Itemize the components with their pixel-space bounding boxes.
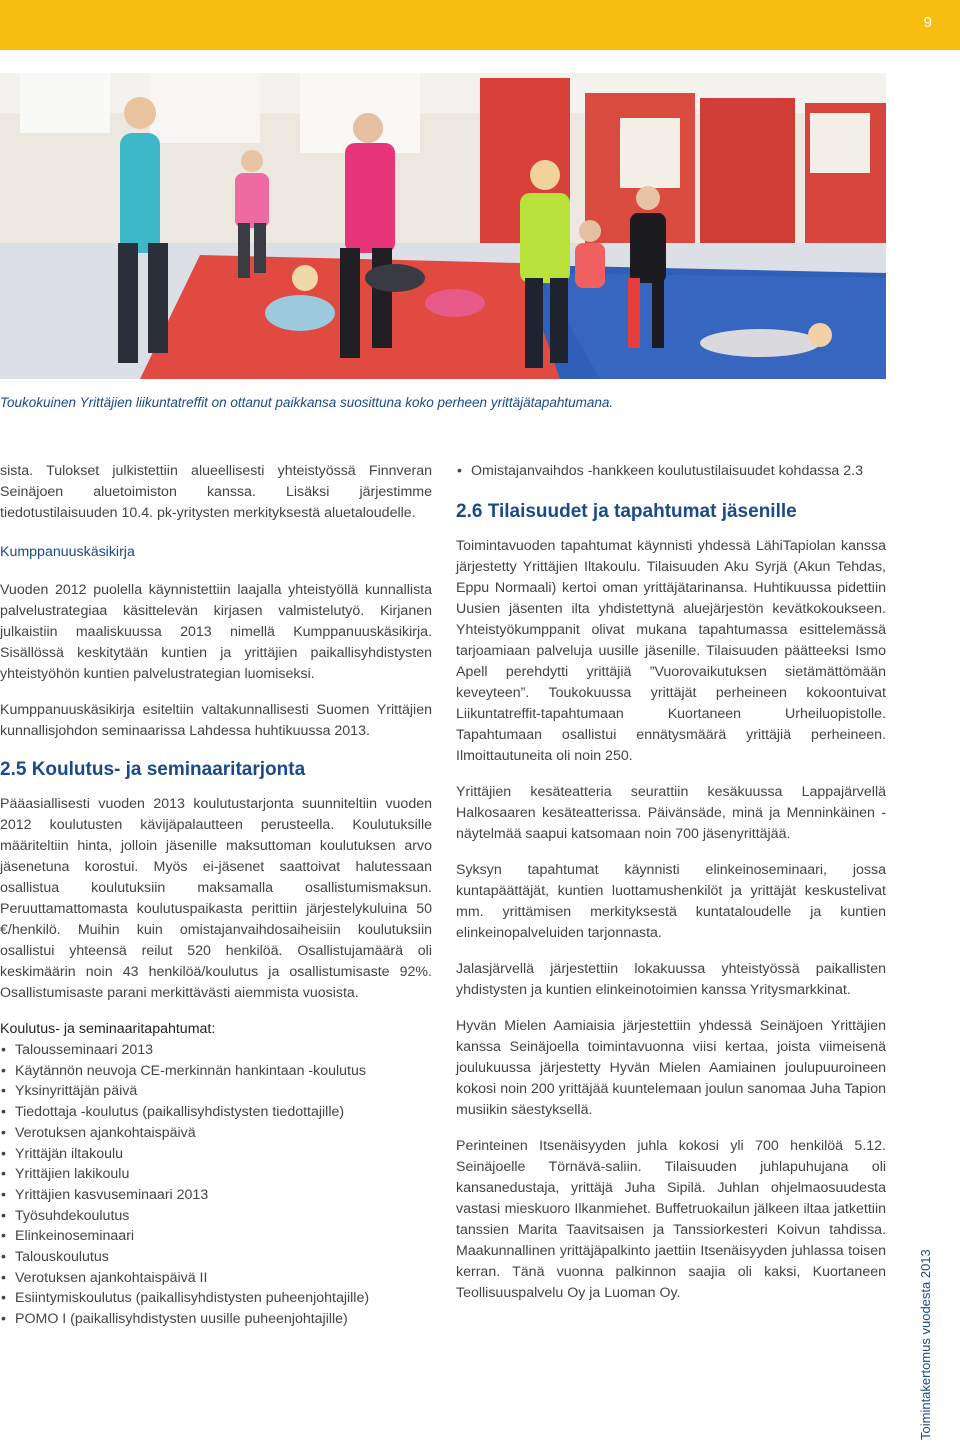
list-item: • Yrittäjien lakikoulu [0, 1164, 432, 1185]
events-paragraph-3: Syksyn tapahtumat käynnisti elinkeinoseminaari, jossa kuntapäättäjät, kuntien luottamushenkilöt ja yrittäjät keskustelivat mm. yrittämisen merkityksestä kuntataloudelle ja kuntien elinkeinopalveluiden tarjonnasta. [456, 861, 886, 941]
list-item: • Esiintymiskoulutus (paikallisyhdistysten puheenjohtajille) [0, 1288, 432, 1309]
list-item: • Elinkeinoseminaari [0, 1226, 432, 1247]
events-list [0, 1040, 432, 1330]
list-item: • Työsuhdekoulutus [0, 1206, 432, 1227]
intro-paragraph: sista. Tulokset julkistettiin alueellisesti yhteistyössä Finnveran Seinäjoen aluetoimiston kanssa. Lisäksi järjestimme tiedotustilaisuuden 10.4. pk-yritysten merkityksestä aluetaloudelle. [0, 463, 432, 521]
events-paragraph-6: Perinteinen Itsenäisyyden juhla kokosi yli 700 henkilöä 5.12. Seinäjoelle Törnävä-saliin. Tilaisuuden juhlapuhujana oli kansanedustaja, yrittäjä Juha Sipilä. Juhlan ohjelmaosuudesta vastasi mieskuoro Ilkanmiehet. Buffetruokailun jälkeen iltaa jatkettiin tanssien Marita Taavitsaisen ja Tanssiorkesteri Koivun tahdissa. Maakunnallinen yrittäjäpalkinto jaettiin Itsenäisyyden juhlassa toisen kerran. Tänä vuonna palkinnon saajia oli kaksi, Kuortaneen Teollisuuspalvelu Oy ja Luoman Oy. [456, 1137, 886, 1301]
list-item: • POMO I (paikallisyhdistysten uusille puheenjohtajille) [0, 1309, 432, 1330]
event-photo [0, 73, 886, 379]
list-item: • Verotuksen ajankohtaispäivä [0, 1123, 432, 1144]
list-item: • Tiedottaja -koulutus (paikallisyhdistysten tiedottajille) [0, 1102, 432, 1123]
list-item: • Yrittäjien kasvuseminaari 2013 [0, 1185, 432, 1206]
section-2-6-title: 2.6 Tilaisuudet ja tapahtumat jäsenille [456, 500, 797, 522]
section-2-5-title: 2.5 Koulutus- ja seminaaritarjonta [0, 759, 306, 780]
list-item: • Käytännön neuvoja CE-merkinnän hankintaan -koulutus [0, 1061, 432, 1082]
events-heading: Koulutus- ja seminaaritapahtumat: [0, 1021, 216, 1037]
events-paragraph-2: Yrittäjien kesäteatteria seurattiin kesäkuussa Lappajärvellä Halkosaaren kesäteatterissa. Päivänsäde, minä ja Menninkäinen -näytelmää saapui katsomaan noin 700 jäsenyrittäjää. [456, 783, 886, 842]
top-bullet-list [456, 461, 886, 482]
list-item: • Talouskoulutus [0, 1247, 432, 1268]
kumppanuus-paragraph-1: Vuoden 2012 puolella käynnistettiin laajalla yhteistyöllä kunnallista palvelustrategiaa käsittelevän kirjasen valmistelutyö. Kirjanen julkaistiin maaliskuussa 2013 nimellä Kumppanuuskäsikirja. Sisällössä keskitytään kuntien ja yrittäjien paikallisyhdistysten yhteistyöhön kuntien palvelustrategian luomiseksi. [0, 582, 432, 682]
list-item: • Omistajanvaihdos -hankkeen koulutustilaisuudet kohdassa 2.3 [456, 461, 886, 482]
gym-scene-illustration [0, 73, 886, 379]
list-item: • Yrittäjän iltakoulu [0, 1144, 432, 1165]
photo-caption: Toukokuinen Yrittäjien liikuntatreffit on ottanut paikkansa suosittuna koko perheen yrittäjätapahtumana. [0, 395, 614, 410]
vertical-side-label: Toimintakertomus vuodesta 2013 [918, 1249, 933, 1440]
top-color-bar [0, 0, 960, 50]
events-paragraph-1: Toimintavuoden tapahtumat käynnisti yhdessä LähiTapiolan kanssa järjestetty Yrittäjien Iltakoulu. Tilaisuuden Aku Syrjä (Akun Tehdas, Eppu Normaali) kertoi oman yrittäjätarinansa. Huhtikuussa pidettiin Uusien jäsenten ilta yhdistettynä aluejärjestön kevätkokoukseen. Yhteistyökumppanit olivat mukana tapahtumassa esittelemässä tarjoamiaan palveluja uusille jäsenille. Tilaisuuden päätteeksi Ismo Apell perehdytti yrittäjiä ”Vuorovaikutuksen sietämättömään keveyteen”. Toukokuussa yrittäjät perheineen kokoontuivat Liikuntatreffit-tapahtumaan Kuortaneen Urheiluopistolle. Tapahtumaan osallistui ennätysmäärä yrittäjiä perheineen. Ilmoittautuneita oli noin 250. [456, 537, 886, 764]
right-column [456, 461, 886, 1319]
list-item: • Yksinyrittäjän päivä [0, 1081, 432, 1102]
events-paragraph-4: Jalasjärvellä järjestettiin lokakuussa yhteistyössä paikallisten yhdistysten ja kuntien elinkeinotoimien kanssa Yritysmarkkinat. [456, 960, 886, 998]
koulutus-paragraph: Pääasiallisesti vuoden 2013 koulutustarjonta suunniteltiin vuoden 2012 koulutusten kävijäpalautteen perusteella. Koulutuksille määriteltiin hinta, jolloin jäsenille maksuttoman koulutuksen arvo jäsenetuna korostui. Myös ei-jäsenet saattoivat halutessaan osallistua koulutuksiin maksamalla osallistumismaksun. Peruuttamattomasta koulutuspaikasta perittiin järjestelykuluina 50 €/henkilö. Muihin kuin omistajanvaihdosaiheisiin koulutuksiin osallistui yhteensä reilut 520 henkilöä. Osallistujamäärä oli keskimäärin noin 43 henkilöä/koulutus ja osallistumisaste 92%. Osallistumisaste parani merkittävästi aiemmista vuosista. [0, 796, 432, 1001]
events-paragraph-5: Hyvän Mielen Aamiaisia järjestettiin yhdessä Seinäjoen Yrittäjien kanssa Seinäjoella toimintavuonna viisi kertaa, joista viimeisenä joulukuussa järjestetty Hyvän Mielen Aamiainen joulupuuroineen kokosi noin 200 yrittäjää kuuntelemaan joulun sanomaa Juha Tapion musiikin säestyksellä. [456, 1017, 886, 1118]
kumppanuus-heading: Kumppanuuskäsikirja [0, 544, 135, 560]
page-number: 9 [923, 14, 932, 31]
list-item: • Talousseminaari 2013 [0, 1040, 432, 1061]
left-column [0, 461, 432, 1330]
kumppanuus-paragraph-2: Kumppanuuskäsikirja esiteltiin valtakunnallisesti Suomen Yrittäjien kunnallisjohdon seminaarissa Lahdessa huhtikuussa 2013. [0, 702, 432, 739]
list-item: • Verotuksen ajankohtaispäivä II [0, 1268, 432, 1289]
